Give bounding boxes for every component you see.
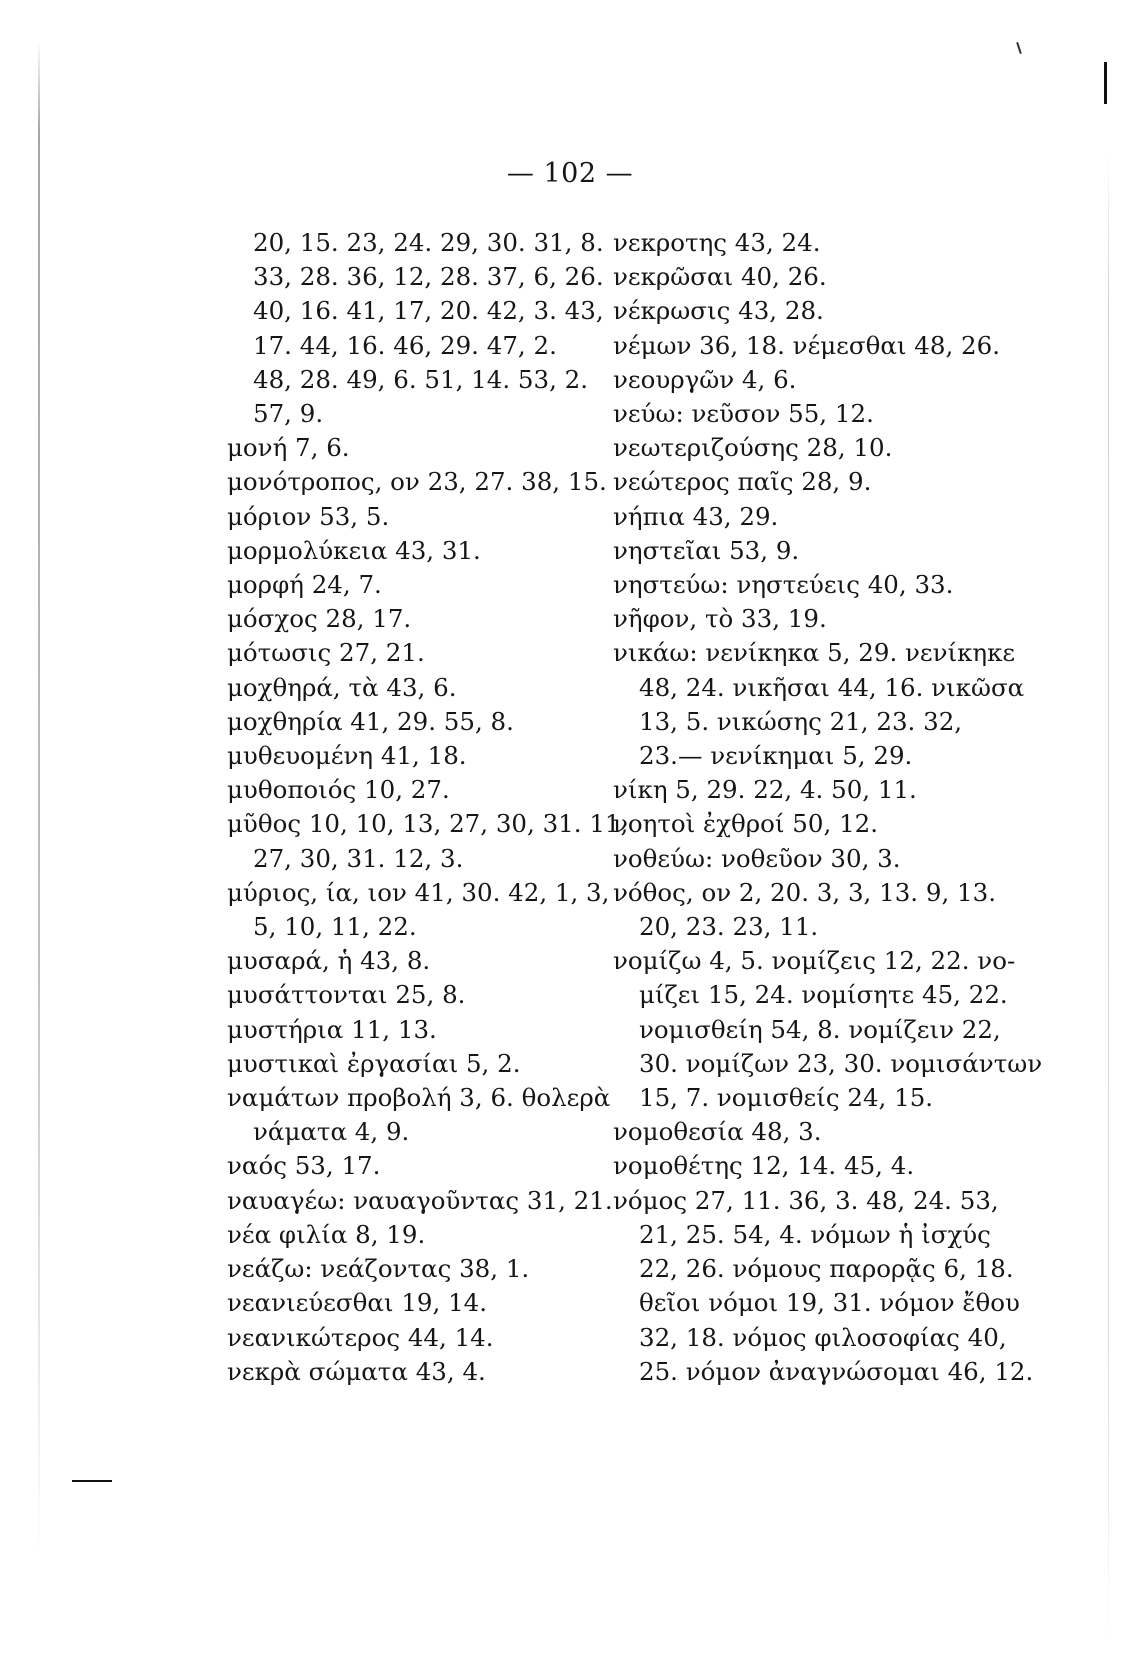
index-entry-continuation: 21, 25. 54, 4. νόμων ἡ ἰσχύς (639, 1219, 991, 1249)
index-entry: νομοθεσία 48, 3. (613, 1117, 822, 1147)
index-entry: νεκρὰ σώματα 43, 4. (227, 1356, 486, 1386)
index-entry: μυσαρά, ἡ 43, 8. (227, 946, 431, 976)
index-line: 48, 28. 49, 6. 51, 14. 53, 2. (253, 364, 589, 394)
index-entry: νοθεύω: νοθεῦον 30, 3. (613, 843, 901, 873)
index-entry: νεκρῶσαι 40, 26. (613, 262, 827, 292)
index-entry: μονότροπος, ον 23, 27. 38, 15. (227, 467, 607, 497)
index-entry: μυσάττονται 25, 8. (227, 980, 466, 1010)
index-entry-continuation: 23.— νενίκημαι 5, 29. (639, 741, 913, 771)
scan-edge-left (38, 40, 40, 1560)
index-entry-continuation: 5, 10, 11, 22. (253, 912, 417, 942)
index-entry-continuation: θεῖοι νόμοι 19, 31. νόμον ἔθου (639, 1288, 1020, 1318)
index-entry: μορφή 24, 7. (227, 570, 382, 600)
index-line: 57, 9. (253, 399, 324, 429)
index-entry: νοητοὶ ἐχθροί 50, 12. (613, 809, 879, 839)
index-line: 17. 44, 16. 46, 29. 47, 2. (253, 330, 557, 360)
index-line: 20, 15. 23, 24. 29, 30. 31, 8. (253, 228, 604, 257)
index-entry: μόσχος 28, 17. (227, 604, 412, 634)
index-entry: μορμολύκεια 43, 31. (227, 535, 481, 565)
index-entry-continuation: 48, 24. νικῆσαι 44, 16. νικῶσα (639, 672, 1025, 702)
index-entry: μυστικαὶ ἐργασίαι 5, 2. (227, 1048, 521, 1078)
index-entry: μῦθος 10, 10, 13, 27, 30, 31. 11, (227, 809, 629, 839)
index-entry: μυθοποιός 10, 27. (227, 775, 450, 805)
index-entry: νέα φιλία 8, 19. (227, 1219, 426, 1249)
index-entry: νέμων 36, 18. νέμεσθαι 48, 26. (613, 330, 1000, 360)
margin-rule (72, 1480, 112, 1482)
index-entry-continuation: 32, 18. νόμος φιλοσοφίας 40, (639, 1322, 1007, 1352)
index-entry: νόθος, ον 2, 20. 3, 3, 13. 9, 13. (613, 877, 996, 907)
scan-edge-right (1108, 150, 1109, 1650)
index-entry: νεωτεριζούσης 28, 10. (613, 433, 893, 463)
index-entry: μοχθηρά, τὰ 43, 6. (227, 672, 457, 702)
index-entry-continuation: 27, 30, 31. 12, 3. (253, 843, 464, 873)
index-entry: μονή 7, 6. (227, 433, 350, 463)
index-entry: νεάζω: νεάζοντας 38, 1. (227, 1254, 530, 1284)
index-entry-continuation: 30. νομίζων 23, 30. νομισάντων (639, 1048, 1043, 1078)
index-entry: ναμάτων προβολή 3, 6. θολερὰ (227, 1083, 611, 1113)
index-column-left (227, 226, 629, 1389)
index-entry: μότωσις 27, 21. (227, 638, 425, 668)
index-entry: νεανιεύεσθαι 19, 14. (227, 1288, 488, 1318)
index-entry: νηστεύω: νηστεύεις 40, 33. (613, 570, 954, 600)
index-entry-continuation: 13, 5. νικώσης 21, 23. 32, (639, 706, 963, 736)
index-entry: νέκρωσις 43, 28. (613, 296, 824, 326)
page-number: — 102 — (506, 158, 634, 189)
index-entry: μοχθηρία 41, 29. 55, 8. (227, 706, 514, 736)
index-entry: νομίζω 4, 5. νομίζεις 12, 22. νο- (613, 946, 1016, 976)
index-entry-continuation: 22, 26. νόμους παρορᾷς 6, 18. (639, 1254, 1014, 1284)
index-entry-continuation: νάματα 4, 9. (253, 1117, 410, 1147)
index-entry: μυστήρια 11, 13. (227, 1014, 437, 1044)
index-entry: ναυαγέω: ναυαγοῦντας 31, 21. (227, 1185, 613, 1215)
index-entry-continuation: 15, 7. νομισθείς 24, 15. (639, 1083, 934, 1113)
index-entry-continuation: 25. νόμον ἀναγνώσομαι 46, 12. (639, 1356, 1034, 1386)
index-entry: νομοθέτης 12, 14. 45, 4. (613, 1151, 915, 1181)
index-entry: νικάω: νενίκηκα 5, 29. νενίκηκε (613, 638, 1016, 668)
index-entry: νεανικώτερος 44, 14. (227, 1322, 494, 1352)
index-entry: νήπια 43, 29. (613, 501, 779, 531)
index-entry: νεουργῶν 4, 6. (613, 364, 797, 394)
index-entry: μόριον 53, 5. (227, 501, 390, 531)
index-line: 33, 28. 36, 12, 28. 37, 6, 26. (253, 262, 604, 292)
scan-speck (1016, 42, 1022, 54)
index-line: 40, 16. 41, 17, 20. 42, 3. 43, (253, 296, 604, 326)
index-entry: νίκη 5, 29. 22, 4. 50, 11. (613, 775, 917, 805)
index-entry: νῆφον, τὸ 33, 19. (613, 604, 827, 634)
index-entry-continuation: 20, 23. 23, 11. (639, 912, 819, 942)
index-entry: νεώτερος παῖς 28, 9. (613, 467, 872, 497)
index-column-right (613, 226, 1043, 1389)
index-entry: νεκροτης 43, 24. (613, 228, 821, 257)
index-entry-continuation: μίζει 15, 24. νομίσητε 45, 22. (639, 980, 1008, 1010)
index-entry: νεύω: νεῦσον 55, 12. (613, 399, 874, 429)
index-entry: νόμος 27, 11. 36, 3. 48, 24. 53, (613, 1185, 999, 1215)
index-entry: νηστεῖαι 53, 9. (613, 535, 800, 565)
index-entry: ναός 53, 17. (227, 1151, 381, 1181)
index-entry-continuation: νομισθείη 54, 8. νομίζειν 22, (639, 1014, 1001, 1044)
scan-edge-right-mark (1104, 62, 1107, 104)
index-entry: μυθευομένη 41, 18. (227, 741, 467, 771)
index-entry: μύριος, ία, ιον 41, 30. 42, 1, 3, (227, 877, 610, 907)
